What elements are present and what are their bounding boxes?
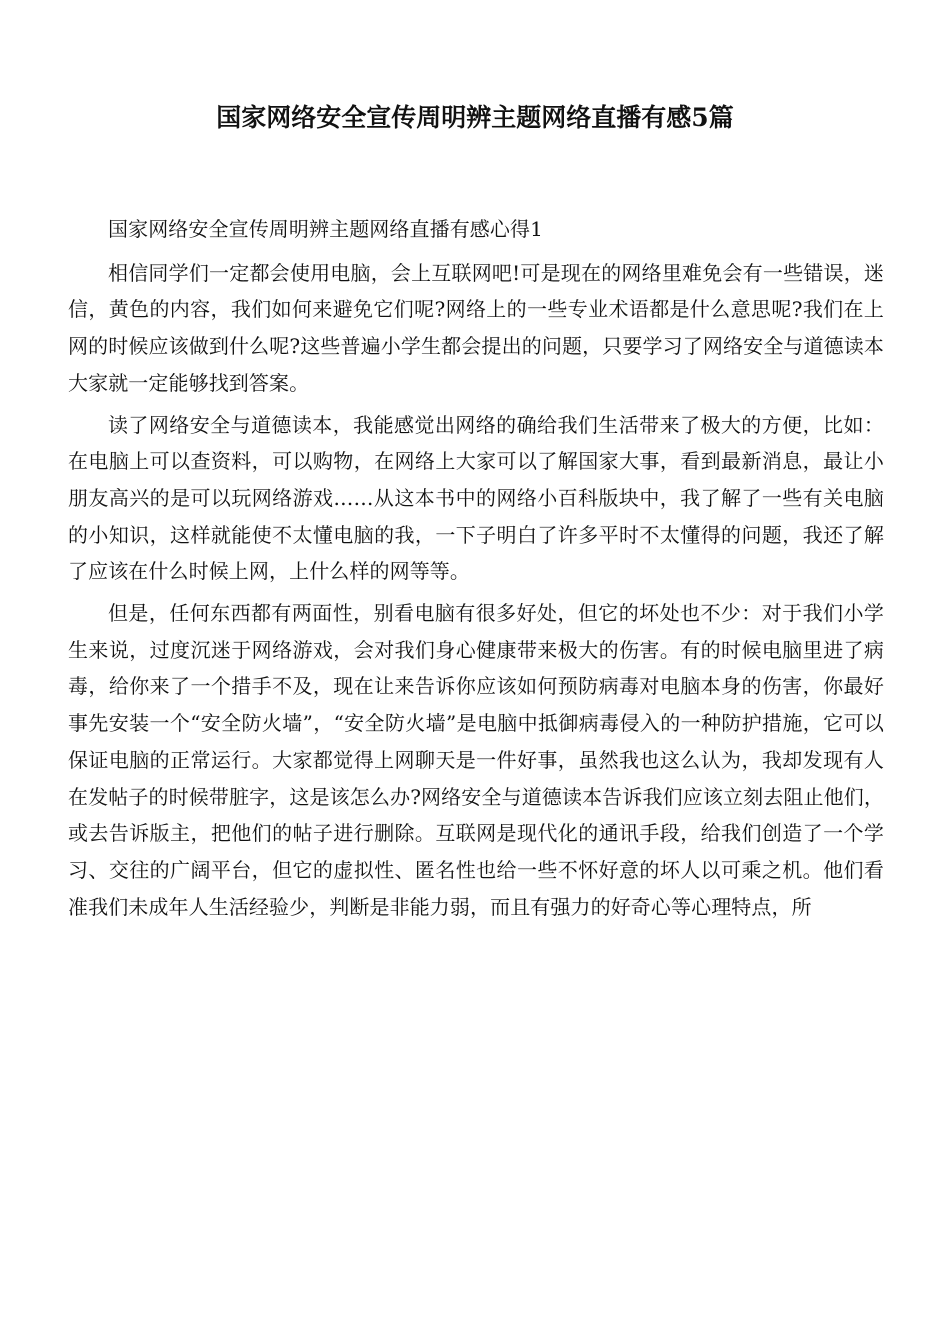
paragraph-3: 但是，任何东西都有两面性，别看电脑有很多好处，但它的坏处也不少：对于我们小学生来说，过度沉迷于网络游戏，会对我们身心健康带来极大的伤害。有的时候电脑里进了病毒，给你来了一个措手不及，现在让来告诉你应该如何预防病毒对电脑本身的伤害，你最好事先安装一个“安全防火墙”，“安全防火墙”是电脑中抵御病毒侵入的一种防护措施，它可以保证电脑的正常运行。大家都觉得上网聊天是一件好事，虽然我也这么认为，我却发现有人在发帖子的时候带脏字，这是该怎么办?网络安全与道德读本告诉我们应该立刻去阻止他们，或去告诉版主，把他们的帖子进行删除。互联网是现代化的通讯手段，给我们创造了一个学习、交往的广阔平台，但它的虚拟性、匿名性也给一些不怀好意的坏人以可乘之机。他们看准我们未成年人生活经验少，判断是非能力弱，而且有强力的好奇心等心理特点，所 [68, 601, 884, 919]
paragraph-1: 相信同学们一定都会使用电脑，会上互联网吧!可是现在的网络里难免会有一些错误，迷信，黄色的内容，我们如何来避免它们呢?网络上的一些专业术语都是什么意思呢?我们在上网的时候应该做到什么呢?这些普遍小学生都会提出的问题，只要学习了网络安全与道德读本大家就一定能够找到答案。 [68, 260, 884, 395]
paragraph-2: 读了网络安全与道德读本，我能感觉出网络的确给我们生活带来了极大的方便，比如：在电脑上可以查资料，可以购物，在网络上大家可以了解国家大事，看到最新消息，最让小朋友高兴的是可以玩网络游戏……从这本书中的网络小百科版块中，我了解了一些有关电脑的小知识，这样就能使不太懂电脑的我，一下子明白了许多平时不太懂得的问题，我还了解了应该在什么时候上网，上什么样的网等等。 [68, 412, 884, 584]
section-subheading: 国家网络安全宣传周明辨主题网络直播有感心得1 [108, 217, 543, 241]
document-title: 国家网络安全宣传周明辨主题网络直播有感5篇 [216, 103, 734, 132]
document-body [68, 211, 884, 930]
